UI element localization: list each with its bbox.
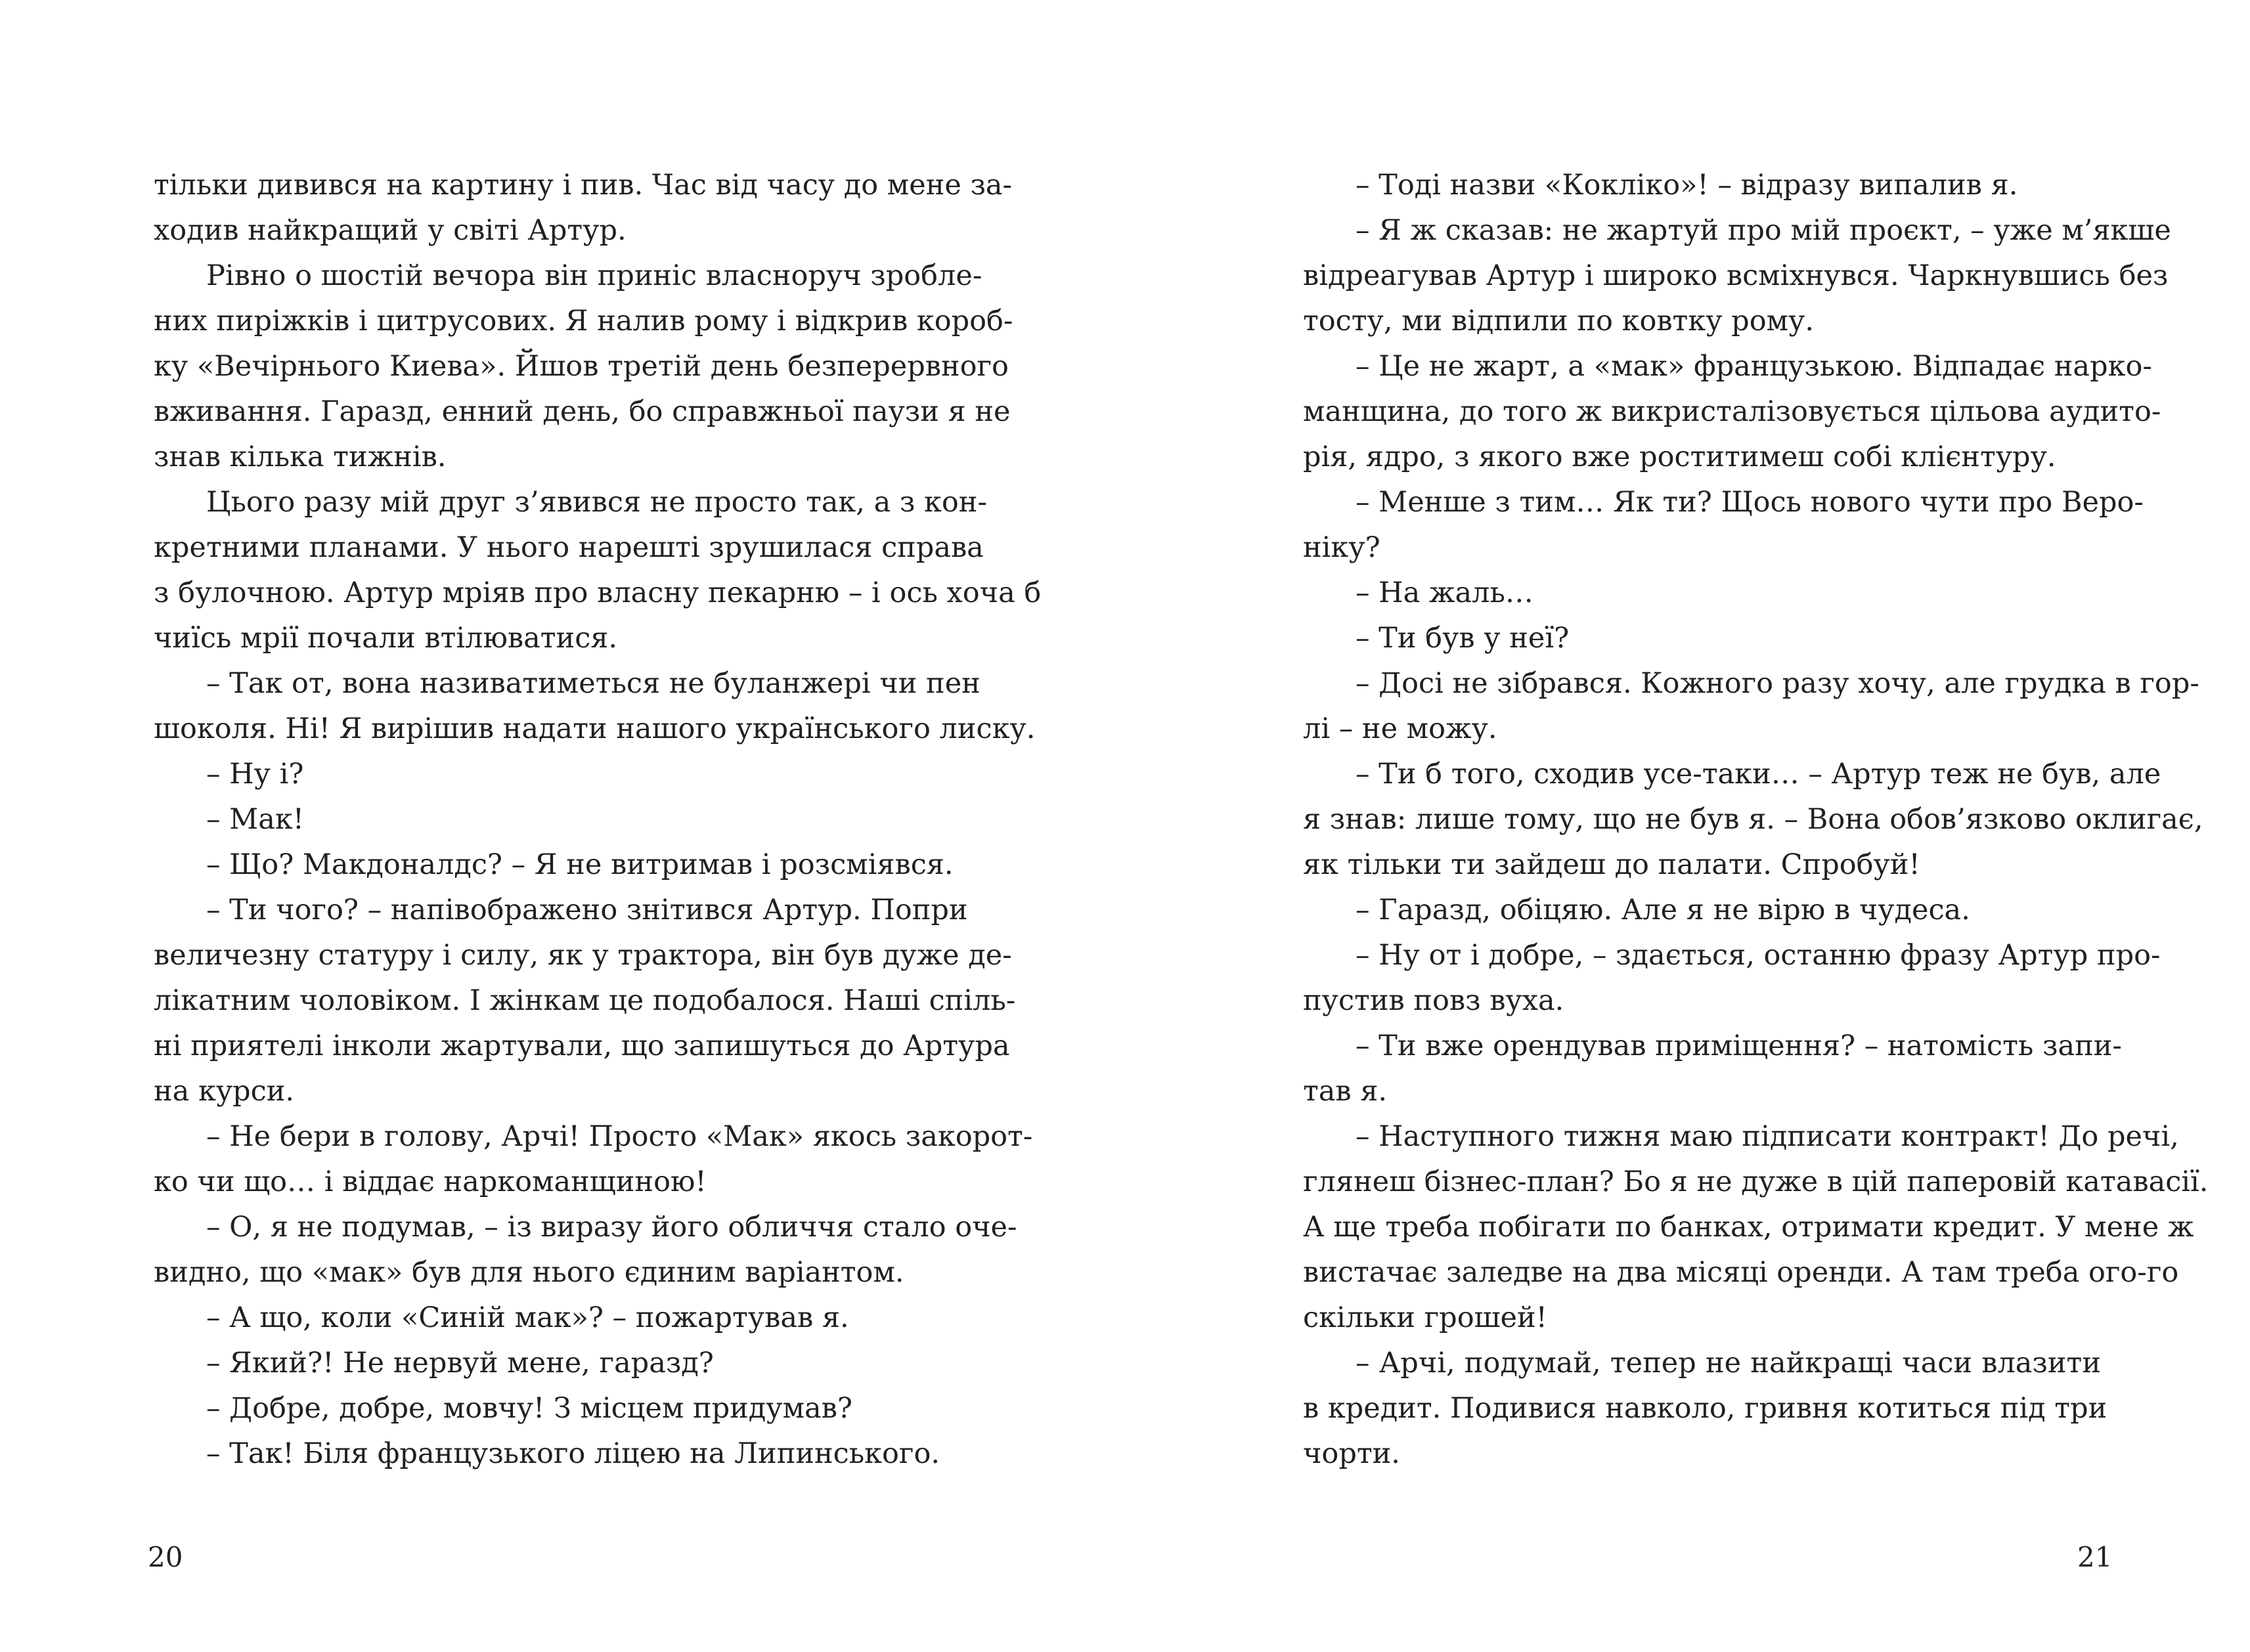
- text-line: чиїсь мрії почали втілюватися.: [154, 622, 618, 655]
- text-line: вистачає заледве на два місяці оренди. А там треба ого-го: [1303, 1256, 2179, 1289]
- text-line: – Ти був у неї?: [1356, 622, 1570, 655]
- text-line: тільки дивився на картину і пив. Час від часу до мене за-: [154, 169, 1013, 202]
- text-line: на курси.: [154, 1075, 295, 1108]
- text-line: – Ти чого? – напівображено знітився Артур. Попри: [206, 894, 968, 926]
- text-line: лікатним чоловіком. І жінкам це подобалося. Наші спіль-: [154, 984, 1016, 1017]
- text-line: – Ти б того, сходив усе-таки… – Артур теж не був, але: [1356, 758, 2161, 791]
- text-line: – А що, коли «Синій мак»? – пожартував я.: [206, 1301, 849, 1334]
- text-line: скільки грошей!: [1303, 1301, 1547, 1334]
- right-page: [1125, 0, 2250, 1652]
- text-line: А ще треба побігати по банках, отримати кредит. У мене ж: [1303, 1211, 2194, 1244]
- left-page-text: [154, 163, 1042, 1477]
- text-line: – Ну от і добре, – здається, останню фразу Артур про-: [1356, 939, 2161, 972]
- text-line: манщина, до того ж викристалізовується цільова аудито-: [1303, 395, 2161, 428]
- left-page-number: 20: [148, 1541, 183, 1573]
- text-line: – Гаразд, обіцяю. Але я не вірю в чудеса.: [1356, 894, 1970, 926]
- text-line: – Наступного тижня маю підписати контракт! До речі,: [1356, 1120, 2179, 1153]
- text-line: тав я.: [1303, 1075, 1388, 1108]
- text-line: шоколя. Ні! Я вирішив надати нашого українського лиску.: [154, 712, 1036, 745]
- text-line: них пиріжків і цитрусових. Я налив рому і відкрив короб-: [154, 305, 1013, 337]
- text-line: як тільки ти зайдеш до палати. Спробуй!: [1303, 848, 1920, 881]
- text-line: Рівно о шостій вечора він приніс власноруч зроблe-: [206, 259, 982, 292]
- text-line: ніку?: [1303, 531, 1380, 564]
- text-line: Цього разу мій друг з’явився не просто так, а з кон-: [206, 486, 987, 519]
- text-line: глянеш бізнес-план? Бо я не дуже в цій паперовій катавасії.: [1303, 1165, 2209, 1198]
- right-page-text: [1303, 163, 2209, 1477]
- text-line: – Так! Біля французького ліцею на Липинського.: [206, 1437, 940, 1470]
- text-line: чорти.: [1303, 1437, 1400, 1470]
- text-line: – Мак!: [206, 803, 304, 836]
- text-line: – Так от, вона називатиметься не буланжері чи пен: [206, 667, 981, 700]
- text-line: – Який?! Не нервуй мене, гаразд?: [206, 1347, 714, 1380]
- text-line: величезну статуру і силу, як у трактора, він був дуже де-: [154, 939, 1012, 972]
- text-line: лі – не можу.: [1303, 712, 1497, 745]
- text-line: – Досі не зібрався. Кожного разу хочу, але грудка в гор-: [1356, 667, 2199, 700]
- text-line: кретними планами. У нього нарешті зрушилася справа: [154, 531, 984, 564]
- text-line: – Я ж сказав: не жартуй про мій проєкт, – уже м’якше: [1356, 214, 2171, 247]
- text-line: – Добре, добре, мовчу! З місцем придумав?: [206, 1392, 852, 1425]
- text-line: – Ти вже орендував приміщення? – натомість запи-: [1356, 1030, 2122, 1062]
- text-line: – Це не жарт, а «мак» французькою. Відпадає нарко-: [1356, 350, 2152, 383]
- text-line: пустив повз вуха.: [1303, 984, 1564, 1017]
- text-line: рія, ядро, з якого вже роститимеш собі клієнтуру.: [1303, 441, 2056, 473]
- text-line: – Тоді назви «Кокліко»! – відразу випалив я.: [1356, 169, 2018, 202]
- right-page-number: 21: [2077, 1541, 2113, 1573]
- text-line: – Арчі, подумай, тепер не найкращі часи влазити: [1356, 1347, 2101, 1380]
- text-line: видно, що «мак» був для нього єдиним варіантом.: [154, 1256, 904, 1289]
- text-line: вживання. Гаразд, енний день, бо справжньої паузи я не: [154, 395, 1011, 428]
- text-line: відреагував Артур і широко всміхнувся. Чаркнувшись без: [1303, 259, 2169, 292]
- text-line: – Що? Макдоналдс? – Я не витримав і розсміявся.: [206, 848, 954, 881]
- text-line: ку «Вечірнього Киева». Йшов третій день безперервного: [154, 350, 1009, 383]
- text-line: тосту, ми відпили по ковтку рому.: [1303, 305, 1815, 337]
- text-line: я знав: лише тому, що не був я. – Вона обов’язково оклигає,: [1303, 803, 2203, 836]
- text-line: ні приятелі інколи жартували, що запишуться до Артура: [154, 1030, 1010, 1062]
- text-line: – На жаль…: [1356, 576, 1533, 609]
- text-line: – О, я не подумав, – із виразу його обличчя стало оче-: [206, 1211, 1017, 1244]
- text-line: з булочною. Артур мріяв про власну пекарню – і ось хоча б: [154, 576, 1042, 609]
- text-line: знав кілька тижнів.: [154, 441, 447, 473]
- text-line: – Менше з тим… Як ти? Щось нового чути про Веро-: [1356, 486, 2144, 519]
- text-line: – Не бери в голову, Арчі! Просто «Мак» якось закорот-: [206, 1120, 1033, 1153]
- text-line: в кредит. Подивися навколо, гривня котиться під три: [1303, 1392, 2107, 1425]
- text-line: ходив найкращий у світі Артур.: [154, 214, 627, 247]
- text-line: ко чи що… і віддає наркоманщиною!: [154, 1165, 707, 1198]
- text-line: – Ну і?: [206, 758, 304, 791]
